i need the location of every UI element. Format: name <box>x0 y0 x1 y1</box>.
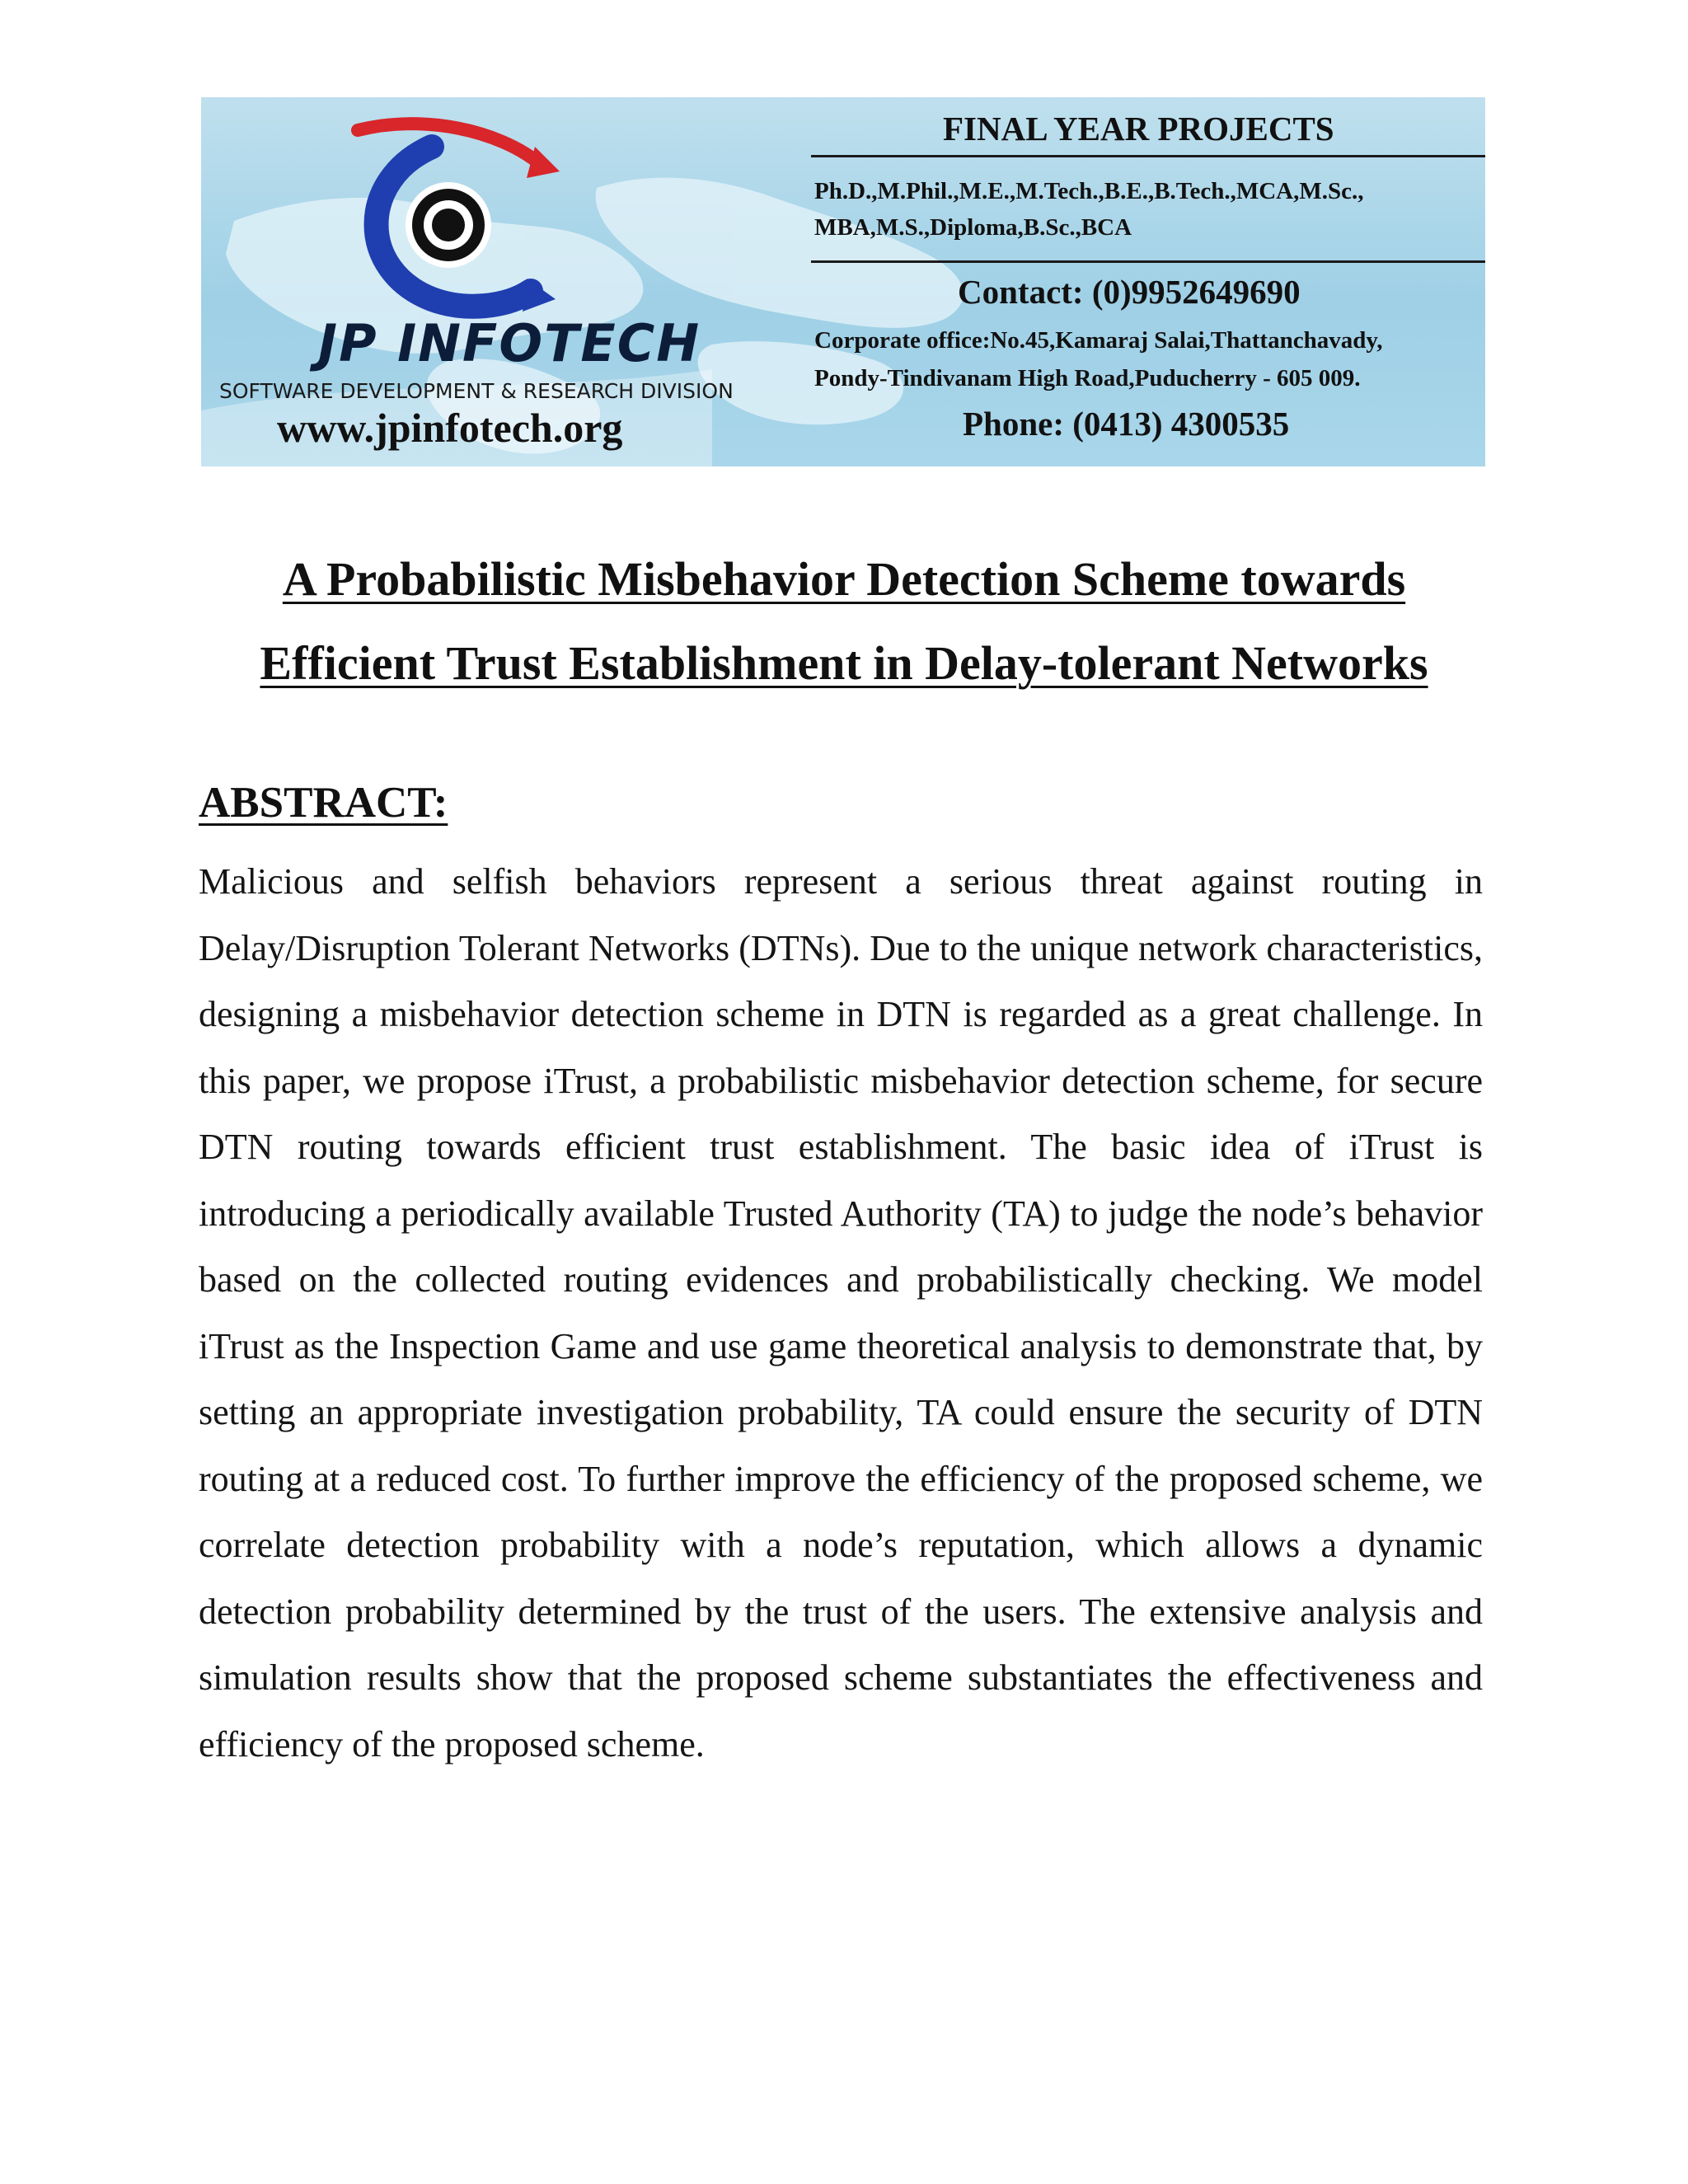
degree-list-line: MBA,M.S.,Diploma,B.Sc.,BCA <box>814 214 1132 241</box>
abstract-heading: ABSTRACT: <box>199 779 448 827</box>
phone-number: Phone: (0413) 4300535 <box>963 405 1290 443</box>
brand-url-link[interactable]: www.jpinfotech.org <box>277 405 623 451</box>
office-address-line: Corporate office:No.45,Kamaraj Salai,Thattanchavady, <box>814 327 1383 354</box>
banner-divider <box>811 155 1485 157</box>
banner-heading: FINAL YEAR PROJECTS <box>943 110 1334 148</box>
paper-title-line: A Probabilistic Misbehavior Detection Scheme towards <box>282 552 1406 606</box>
abstract-text: Malicious and selfish behaviors represent a serious threat against routing in Delay/Disruption Tolerant Networks (DTNs). Due to the unique network characteristics, designing a misbehavior detection scheme in DTN is regarded as a great challenge. In this paper, we propose iTrust, a probabilistic misbehavior detection scheme, for secure DTN routing towards efficient trust establishment. The basic idea of iTrust is introducing a periodically available Trusted Authority (TA) to judge the node’s behavior based on the collected routing evidences and probabilistically checking. We model iTrust as the Inspection Game and use game theoretical analysis to demonstrate that, by setting an appropriate investigation probability, TA could ensure the security of DTN routing at a reduced cost. To further improve the efficiency of the proposed scheme, we correlate detection probability with a node’s reputation, which allows a dynamic detection probability determined by the trust of the users. The extensive analysis and simulation results show that the proposed scheme substantiates the effectiveness and efficiency of the proposed scheme. <box>199 861 1483 1765</box>
office-address-line: Pondy-Tindivanam High Road,Puducherry - 605 009. <box>814 365 1361 391</box>
contact-number: Contact: (0)9952649690 <box>958 273 1301 311</box>
banner-divider <box>811 260 1485 263</box>
degree-list <box>814 173 1474 246</box>
brand-name: JP INFOTECH <box>318 313 701 373</box>
brand-division: SOFTWARE DEVELOPMENT & RESEARCH DIVISION <box>219 379 734 403</box>
header-banner <box>201 97 1485 466</box>
degree-list-line: Ph.D.,M.Phil.,M.E.,M.Tech.,B.E.,B.Tech.,MCA,M.Sc., <box>814 178 1364 204</box>
paper-title <box>165 537 1523 705</box>
paper-title-line: Efficient Trust Establishment in Delay-tolerant Networks <box>260 636 1428 690</box>
office-address <box>814 321 1383 397</box>
